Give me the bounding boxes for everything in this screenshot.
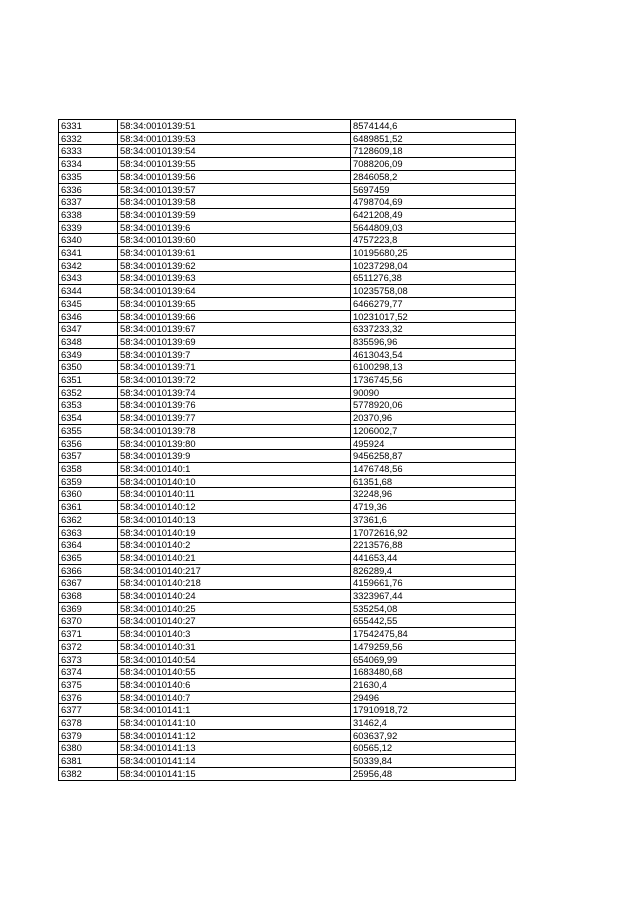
cadastral-number-cell: 58:34:0010140:19 (118, 526, 351, 539)
cadastral-number-cell: 58:34:0010139:77 (118, 412, 351, 425)
cadastral-number-cell: 58:34:0010139:67 (118, 323, 351, 336)
value-cell: 5644809,03 (351, 221, 516, 234)
row-number-cell: 6354 (59, 412, 118, 425)
value-cell: 4798704,69 (351, 196, 516, 209)
table-row (59, 310, 516, 323)
row-number-cell: 6379 (59, 729, 118, 742)
table-row (59, 285, 516, 298)
cadastral-number-cell: 58:34:0010140:218 (118, 577, 351, 590)
row-number-cell: 6347 (59, 323, 118, 336)
row-number-cell: 6333 (59, 145, 118, 158)
value-cell: 61351,68 (351, 475, 516, 488)
row-number-cell: 6339 (59, 221, 118, 234)
row-number-cell: 6334 (59, 158, 118, 171)
row-number-cell: 6380 (59, 742, 118, 755)
cadastral-number-cell: 58:34:0010141:14 (118, 755, 351, 768)
row-number-cell: 6337 (59, 196, 118, 209)
value-cell: 1476748,56 (351, 462, 516, 475)
value-cell: 6511276,38 (351, 272, 516, 285)
row-number-cell: 6374 (59, 666, 118, 679)
value-cell: 10235758,08 (351, 285, 516, 298)
cadastral-number-cell: 58:34:0010139:61 (118, 247, 351, 260)
row-number-cell: 6364 (59, 539, 118, 552)
table-row (59, 704, 516, 717)
cadastral-number-cell: 58:34:0010139:51 (118, 120, 351, 133)
value-cell: 37361,6 (351, 513, 516, 526)
row-number-cell: 6360 (59, 488, 118, 501)
table-row (59, 628, 516, 641)
value-cell: 835596,96 (351, 335, 516, 348)
cadastral-number-cell: 58:34:0010141:12 (118, 729, 351, 742)
cadastral-number-cell: 58:34:0010139:66 (118, 310, 351, 323)
cadastral-number-cell: 58:34:0010141:10 (118, 717, 351, 730)
table-row (59, 412, 516, 425)
cadastral-number-cell: 58:34:0010140:54 (118, 653, 351, 666)
row-number-cell: 6368 (59, 590, 118, 603)
table-row (59, 259, 516, 272)
row-number-cell: 6335 (59, 170, 118, 183)
value-cell: 6466279,77 (351, 297, 516, 310)
cadastral-number-cell: 58:34:0010139:76 (118, 399, 351, 412)
value-cell: 90090 (351, 386, 516, 399)
value-cell: 8574144,6 (351, 120, 516, 133)
table-row (59, 666, 516, 679)
table-row (59, 145, 516, 158)
table-row (59, 221, 516, 234)
cadastral-number-cell: 58:34:0010140:7 (118, 691, 351, 704)
value-cell: 1479259,56 (351, 640, 516, 653)
table-row (59, 526, 516, 539)
cadastral-number-cell: 58:34:0010139:54 (118, 145, 351, 158)
row-number-cell: 6370 (59, 615, 118, 628)
table-row (59, 462, 516, 475)
cadastral-number-cell: 58:34:0010139:6 (118, 221, 351, 234)
table-row (59, 691, 516, 704)
value-cell: 4613043,54 (351, 348, 516, 361)
table-row (59, 170, 516, 183)
row-number-cell: 6377 (59, 704, 118, 717)
cadastral-number-cell: 58:34:0010140:2 (118, 539, 351, 552)
cadastral-number-cell: 58:34:0010139:80 (118, 437, 351, 450)
value-cell: 17542475,84 (351, 628, 516, 641)
table-row (59, 450, 516, 463)
row-number-cell: 6345 (59, 297, 118, 310)
row-number-cell: 6336 (59, 183, 118, 196)
row-number-cell: 6348 (59, 335, 118, 348)
table-row (59, 488, 516, 501)
cadastral-number-cell: 58:34:0010140:12 (118, 501, 351, 514)
cadastral-number-cell: 58:34:0010139:55 (118, 158, 351, 171)
table-row (59, 615, 516, 628)
row-number-cell: 6371 (59, 628, 118, 641)
value-cell: 25956,48 (351, 767, 516, 780)
row-number-cell: 6355 (59, 424, 118, 437)
cadastral-number-cell: 58:34:0010140:31 (118, 640, 351, 653)
row-number-cell: 6344 (59, 285, 118, 298)
cadastral-number-cell: 58:34:0010139:62 (118, 259, 351, 272)
row-number-cell: 6331 (59, 120, 118, 133)
table-row (59, 767, 516, 780)
row-number-cell: 6366 (59, 564, 118, 577)
cadastral-number-cell: 58:34:0010140:10 (118, 475, 351, 488)
value-cell: 495924 (351, 437, 516, 450)
cadastral-number-cell: 58:34:0010140:24 (118, 590, 351, 603)
row-number-cell: 6349 (59, 348, 118, 361)
cadastral-number-cell: 58:34:0010139:63 (118, 272, 351, 285)
table-row (59, 602, 516, 615)
table-row (59, 297, 516, 310)
table-row (59, 717, 516, 730)
table-row (59, 501, 516, 514)
cadastral-number-cell: 58:34:0010141:15 (118, 767, 351, 780)
table-row (59, 335, 516, 348)
value-cell: 17910918,72 (351, 704, 516, 717)
table-row (59, 437, 516, 450)
row-number-cell: 6363 (59, 526, 118, 539)
table-row (59, 158, 516, 171)
row-number-cell: 6367 (59, 577, 118, 590)
cadastral-number-cell: 58:34:0010139:71 (118, 361, 351, 374)
table-row (59, 374, 516, 387)
table-row (59, 755, 516, 768)
table-row (59, 653, 516, 666)
cadastral-number-cell: 58:34:0010141:1 (118, 704, 351, 717)
value-cell: 4757223,8 (351, 234, 516, 247)
table-row (59, 564, 516, 577)
table-row (59, 399, 516, 412)
cadastral-number-cell: 58:34:0010141:13 (118, 742, 351, 755)
value-cell: 5778920,06 (351, 399, 516, 412)
row-number-cell: 6369 (59, 602, 118, 615)
cadastral-number-cell: 58:34:0010139:9 (118, 450, 351, 463)
cadastral-number-cell: 58:34:0010139:65 (118, 297, 351, 310)
value-cell: 50339,84 (351, 755, 516, 768)
value-cell: 6489851,52 (351, 132, 516, 145)
value-cell: 6421208,49 (351, 208, 516, 221)
table-row (59, 539, 516, 552)
value-cell: 60565,12 (351, 742, 516, 755)
table-row (59, 551, 516, 564)
table-row (59, 208, 516, 221)
table-row (59, 272, 516, 285)
value-cell: 5697459 (351, 183, 516, 196)
row-number-cell: 6382 (59, 767, 118, 780)
value-cell: 21630,4 (351, 678, 516, 691)
cadastral-number-cell: 58:34:0010139:74 (118, 386, 351, 399)
table-row (59, 577, 516, 590)
value-cell: 2213576,88 (351, 539, 516, 552)
value-cell: 3323967,44 (351, 590, 516, 603)
cadastral-number-cell: 58:34:0010140:3 (118, 628, 351, 641)
row-number-cell: 6341 (59, 247, 118, 260)
cadastral-number-cell: 58:34:0010139:78 (118, 424, 351, 437)
cadastral-number-cell: 58:34:0010139:7 (118, 348, 351, 361)
table-body (59, 120, 516, 781)
cadastral-number-cell: 58:34:0010139:60 (118, 234, 351, 247)
row-number-cell: 6373 (59, 653, 118, 666)
table-row (59, 513, 516, 526)
cadastral-number-cell: 58:34:0010139:72 (118, 374, 351, 387)
value-cell: 7128609,18 (351, 145, 516, 158)
value-cell: 2846058,2 (351, 170, 516, 183)
value-cell: 826289,4 (351, 564, 516, 577)
data-table (58, 119, 516, 781)
value-cell: 32248,96 (351, 488, 516, 501)
row-number-cell: 6361 (59, 501, 118, 514)
table-row (59, 424, 516, 437)
value-cell: 7088206,09 (351, 158, 516, 171)
value-cell: 654069,99 (351, 653, 516, 666)
cadastral-number-cell: 58:34:0010140:217 (118, 564, 351, 577)
table-row (59, 386, 516, 399)
value-cell: 6100298,13 (351, 361, 516, 374)
cadastral-number-cell: 58:34:0010140:11 (118, 488, 351, 501)
cadastral-number-cell: 58:34:0010139:64 (118, 285, 351, 298)
cadastral-number-cell: 58:34:0010139:69 (118, 335, 351, 348)
cadastral-number-cell: 58:34:0010140:55 (118, 666, 351, 679)
row-number-cell: 6332 (59, 132, 118, 145)
row-number-cell: 6357 (59, 450, 118, 463)
cadastral-number-cell: 58:34:0010139:56 (118, 170, 351, 183)
row-number-cell: 6351 (59, 374, 118, 387)
row-number-cell: 6365 (59, 551, 118, 564)
value-cell: 31462,4 (351, 717, 516, 730)
row-number-cell: 6372 (59, 640, 118, 653)
table-row (59, 729, 516, 742)
cadastral-number-cell: 58:34:0010139:53 (118, 132, 351, 145)
cadastral-number-cell: 58:34:0010140:6 (118, 678, 351, 691)
row-number-cell: 6352 (59, 386, 118, 399)
table-row (59, 475, 516, 488)
table-row (59, 640, 516, 653)
cadastral-number-cell: 58:34:0010139:59 (118, 208, 351, 221)
value-cell: 1683480,68 (351, 666, 516, 679)
table-row (59, 361, 516, 374)
table-row (59, 120, 516, 133)
row-number-cell: 6353 (59, 399, 118, 412)
value-cell: 10231017,52 (351, 310, 516, 323)
row-number-cell: 6346 (59, 310, 118, 323)
table-row (59, 132, 516, 145)
value-cell: 655442,55 (351, 615, 516, 628)
table-row (59, 323, 516, 336)
row-number-cell: 6358 (59, 462, 118, 475)
row-number-cell: 6359 (59, 475, 118, 488)
row-number-cell: 6338 (59, 208, 118, 221)
value-cell: 6337233,32 (351, 323, 516, 336)
value-cell: 1736745,56 (351, 374, 516, 387)
cadastral-number-cell: 58:34:0010140:21 (118, 551, 351, 564)
value-cell: 603637,92 (351, 729, 516, 742)
row-number-cell: 6340 (59, 234, 118, 247)
table-row (59, 247, 516, 260)
row-number-cell: 6376 (59, 691, 118, 704)
table-row (59, 678, 516, 691)
row-number-cell: 6381 (59, 755, 118, 768)
row-number-cell: 6343 (59, 272, 118, 285)
row-number-cell: 6350 (59, 361, 118, 374)
table-row (59, 183, 516, 196)
cadastral-number-cell: 58:34:0010140:25 (118, 602, 351, 615)
cadastral-number-cell: 58:34:0010140:27 (118, 615, 351, 628)
table-row (59, 742, 516, 755)
value-cell: 10195680,25 (351, 247, 516, 260)
row-number-cell: 6362 (59, 513, 118, 526)
table-row (59, 348, 516, 361)
cadastral-number-cell: 58:34:0010139:57 (118, 183, 351, 196)
row-number-cell: 6375 (59, 678, 118, 691)
table-row (59, 196, 516, 209)
value-cell: 441653,44 (351, 551, 516, 564)
cadastral-number-cell: 58:34:0010140:1 (118, 462, 351, 475)
row-number-cell: 6378 (59, 717, 118, 730)
table-row (59, 234, 516, 247)
value-cell: 20370,96 (351, 412, 516, 425)
value-cell: 535254,08 (351, 602, 516, 615)
row-number-cell: 6356 (59, 437, 118, 450)
value-cell: 4159661,76 (351, 577, 516, 590)
row-number-cell: 6342 (59, 259, 118, 272)
cadastral-number-cell: 58:34:0010139:58 (118, 196, 351, 209)
value-cell: 29496 (351, 691, 516, 704)
cadastral-number-cell: 58:34:0010140:13 (118, 513, 351, 526)
value-cell: 10237298,04 (351, 259, 516, 272)
value-cell: 4719,36 (351, 501, 516, 514)
value-cell: 9456258,87 (351, 450, 516, 463)
table-row (59, 590, 516, 603)
value-cell: 17072616,92 (351, 526, 516, 539)
value-cell: 1206002,7 (351, 424, 516, 437)
